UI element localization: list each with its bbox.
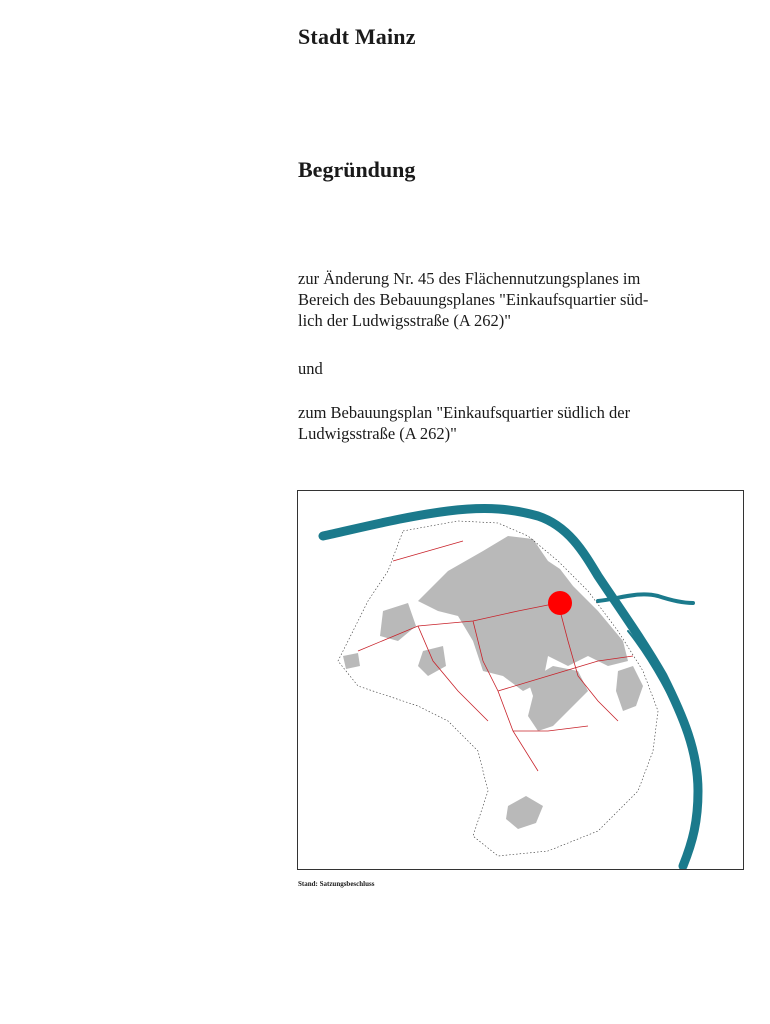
paragraph-and: und <box>298 359 323 378</box>
paragraph-development-plan: zum Bebauungsplan "Einkaufsquartier südlich der Ludwigsstraße (A 262)" <box>298 403 631 443</box>
status-note: Stand: Satzungsbeschluss <box>298 880 375 888</box>
paragraph-amendment: zur Änderung Nr. 45 des Flächennutzungsplanes im Bereich des Bebauungsplanes "Einkaufsquartier süd- lich der Ludwigsstraße (A 262)" <box>298 269 649 330</box>
document-heading: Begründung <box>298 157 416 182</box>
map-svg <box>298 491 743 869</box>
city-title: Stadt Mainz <box>298 24 416 49</box>
location-marker <box>548 591 572 615</box>
location-map <box>297 490 744 870</box>
